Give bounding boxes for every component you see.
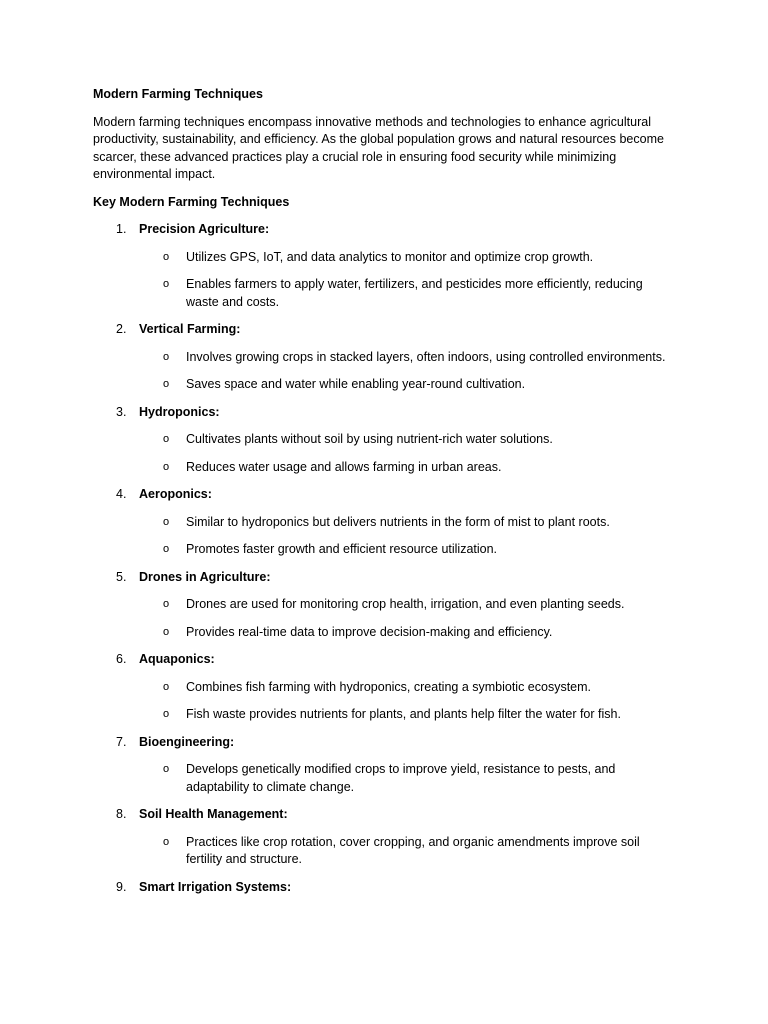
bullet-point: [93, 834, 673, 869]
technique-name: Aeroponics:: [139, 487, 212, 501]
bullet-circle-icon: o: [163, 515, 170, 528]
bullet-text: Cultivates plants without soil by using nutrient-rich water solutions.: [186, 432, 553, 446]
bullet-circle-icon: o: [163, 350, 170, 363]
technique-item: [93, 221, 673, 311]
technique-item: [93, 734, 673, 797]
bullet-circle-icon: o: [163, 763, 170, 775]
bullet-text: Utilizes GPS, IoT, and data analytics to monitor and optimize crop growth.: [186, 249, 594, 264]
technique-name: Aquaponics:: [139, 652, 215, 666]
technique-item: [93, 651, 673, 724]
bullet-circle-icon: o: [163, 278, 170, 290]
technique-name: Drones in Agriculture:: [139, 569, 271, 584]
bullet-point: [93, 431, 673, 449]
technique-name: Bioengineering:: [139, 734, 235, 749]
technique-heading: [93, 879, 673, 897]
technique-points: [93, 596, 673, 641]
technique-heading: [93, 404, 673, 422]
bullet-circle-icon: o: [163, 835, 170, 848]
bullet-circle-icon: o: [163, 680, 170, 693]
technique-heading: [93, 651, 673, 669]
bullet-text: Fish waste provides nutrients for plants, and plants help filter the water for fish.: [186, 707, 621, 721]
bullet-circle-icon: o: [163, 433, 170, 445]
bullet-point: [93, 624, 673, 642]
bullet-circle-icon: o: [163, 460, 170, 473]
technique-points: [93, 514, 673, 559]
bullet-point: [93, 514, 673, 532]
technique-number: 3.: [116, 404, 127, 419]
technique-points: [93, 679, 673, 724]
technique-number: 7.: [116, 734, 127, 749]
bullet-point: [93, 459, 673, 477]
technique-points: [93, 349, 673, 394]
technique-heading: [93, 321, 673, 339]
technique-heading: [93, 486, 673, 504]
bullet-circle-icon: o: [163, 625, 170, 638]
technique-number: 5.: [116, 569, 127, 584]
bullet-text: Enables farmers to apply water, fertilizers, and pesticides more efficiently, reducing waste and costs.: [186, 277, 643, 309]
technique-heading: [93, 221, 673, 239]
bullet-point: [93, 706, 673, 724]
bullet-point: [93, 249, 673, 267]
bullet-point: [93, 679, 673, 697]
technique-item: [93, 806, 673, 869]
bullet-circle-icon: o: [163, 543, 170, 555]
bullet-text: Drones are used for monitoring crop health, irrigation, and even planting seeds.: [186, 597, 625, 611]
technique-points: [93, 761, 673, 796]
bullet-text: Provides real-time data to improve decision-making and efficiency.: [186, 624, 553, 639]
technique-name: Precision Agriculture:: [139, 222, 270, 236]
technique-name: Smart Irrigation Systems:: [139, 879, 292, 894]
technique-points: [93, 249, 673, 312]
technique-number: 9.: [116, 879, 127, 894]
technique-number: 2.: [116, 322, 127, 336]
bullet-text: Develops genetically modified crops to improve yield, resistance to pests, and adaptability to climate change.: [186, 762, 616, 794]
technique-item: [93, 486, 673, 559]
bullet-text: Similar to hydroponics but delivers nutrients in the form of mist to plant roots.: [186, 514, 610, 529]
technique-name: Soil Health Management:: [139, 807, 288, 821]
bullet-point: [93, 349, 673, 367]
bullet-text: Combines fish farming with hydroponics, creating a symbiotic ecosystem.: [186, 679, 592, 694]
technique-number: 4.: [116, 487, 127, 501]
bullet-point: [93, 376, 673, 394]
bullet-circle-icon: o: [163, 598, 170, 610]
intro-paragraph: Modern farming techniques encompass innovative methods and technologies to enhance agricultural productivity, sustainability, and efficiency. As the global population grows and natural resources become scarcer, these advanced practices play a crucial role in ensuring food security while minimizing environmental impact.: [93, 114, 664, 181]
bullet-text: Involves growing crops in stacked layers, often indoors, using controlled environments.: [186, 349, 666, 364]
technique-name: Hydroponics:: [139, 404, 220, 419]
technique-heading: [93, 569, 673, 587]
technique-number: 8.: [116, 807, 127, 821]
bullet-text: Saves space and water while enabling year-round cultivation.: [186, 377, 526, 391]
bullet-circle-icon: o: [163, 708, 170, 720]
technique-number: 6.: [116, 652, 127, 666]
section-heading: Key Modern Farming Techniques: [93, 194, 290, 209]
technique-points: [93, 431, 673, 476]
bullet-point: [93, 541, 673, 559]
technique-points: [93, 834, 673, 869]
bullet-point: [93, 761, 673, 796]
techniques-list: [93, 221, 673, 896]
bullet-point: [93, 276, 673, 311]
bullet-text: Promotes faster growth and efficient resource utilization.: [186, 542, 498, 556]
technique-heading: [93, 806, 673, 824]
bullet-text: Practices like crop rotation, cover cropping, and organic amendments improve soil fertility and structure.: [186, 834, 640, 866]
technique-number: 1.: [116, 222, 127, 236]
technique-name: Vertical Farming:: [139, 322, 241, 336]
bullet-point: [93, 596, 673, 614]
bullet-text: Reduces water usage and allows farming in urban areas.: [186, 459, 502, 474]
document-page: [93, 86, 673, 906]
document-title: Modern Farming Techniques: [93, 87, 263, 101]
bullet-circle-icon: o: [163, 378, 170, 390]
technique-item: [93, 321, 673, 394]
technique-item: [93, 569, 673, 642]
technique-item: [93, 879, 673, 897]
technique-heading: [93, 734, 673, 752]
bullet-circle-icon: o: [163, 250, 170, 263]
technique-item: [93, 404, 673, 477]
